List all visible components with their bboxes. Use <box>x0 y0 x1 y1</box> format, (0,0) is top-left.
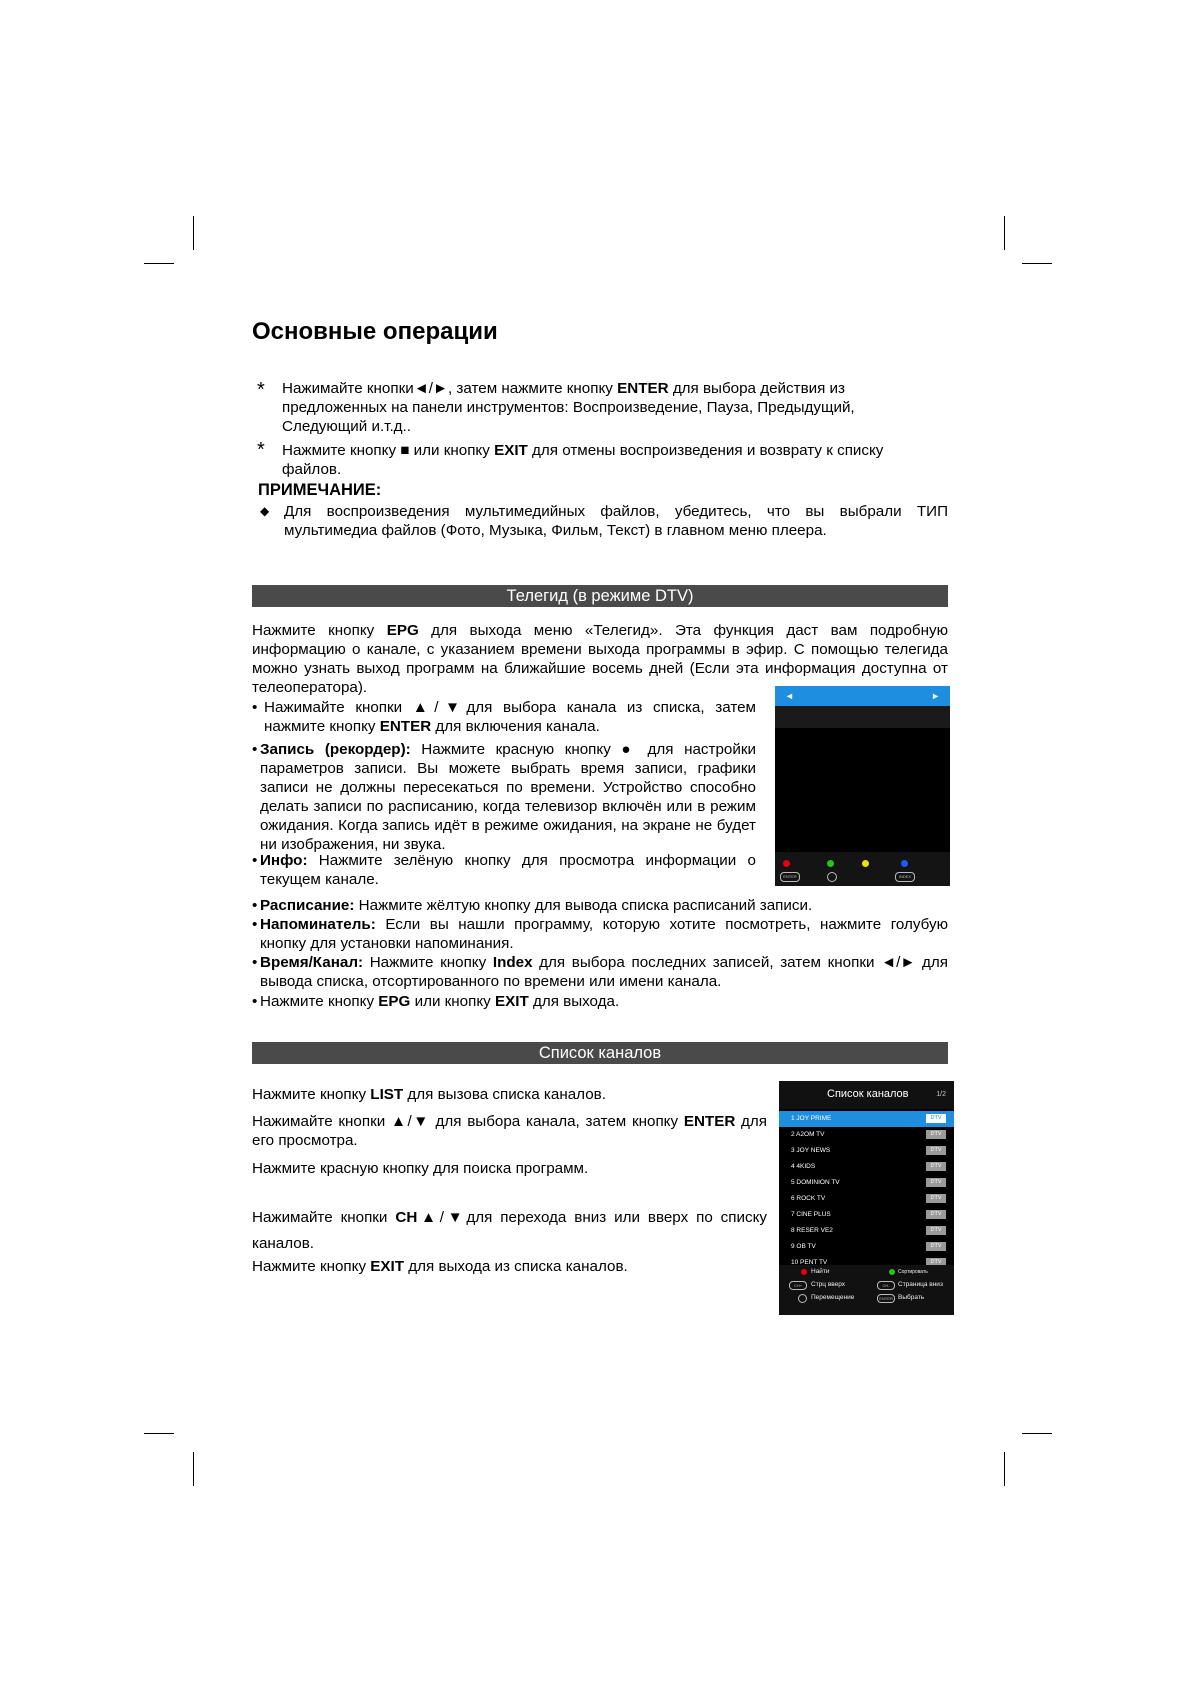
channel-text-3: Нажмите красную кнопку для поиска программ. <box>252 1160 589 1177</box>
channel-row[interactable]: 3 JOY NEWS DTV <box>779 1143 954 1159</box>
channel-list-screen <box>779 1081 954 1315</box>
channel-row[interactable]: 9 OB TV DTV <box>779 1239 954 1255</box>
paragraph: Нажимайте кнопки◄/►, затем нажмите кнопку ENTER для выбора действия из предложенных на панели инструментов: Воспроизведение, Пауза, Предыдущий, Следующий и.т.д.. <box>282 380 855 435</box>
select-label: Выбрать <box>898 1294 925 1301</box>
section-heading-epg: Телегид (в режиме DTV) <box>252 585 948 607</box>
enter-key-icon: ENTER <box>780 872 800 882</box>
right-arrow-icon[interactable]: ► <box>931 691 940 701</box>
epg-bullet-3: Инфо: Нажмите зелёную кнопку для просмотра информации о текущем канале. <box>260 852 756 888</box>
page-down-label: Страница вниз <box>898 1281 943 1288</box>
star-bullet: * <box>257 379 265 401</box>
channel-row[interactable]: 2 A2OM TV DTV <box>779 1127 954 1143</box>
note-heading: ПРИМЕЧАНИЕ: <box>258 481 382 499</box>
epg-bullet-4: Расписание: Нажмите жёлтую кнопку для вывода списка расписаний записи. <box>260 897 813 914</box>
channel-row[interactable]: 5 DOMINION TV DTV <box>779 1175 954 1191</box>
crop-mark <box>1022 263 1052 264</box>
red-button-icon <box>783 860 790 867</box>
channel-row[interactable]: 6 ROCK TV DTV <box>779 1191 954 1207</box>
bullet: • <box>252 699 258 716</box>
dtv-badge: DTV <box>926 1178 946 1187</box>
channel-row[interactable]: 1 JOY PRIME DTV <box>779 1111 954 1127</box>
channel-list-title: Список каналов <box>827 1088 909 1100</box>
ch-down-key-icon: CH- <box>877 1281 895 1290</box>
bullet: • <box>252 993 258 1010</box>
red-button-icon <box>801 1269 807 1275</box>
crop-mark <box>1004 1452 1005 1486</box>
crop-mark <box>193 216 194 250</box>
yellow-button-icon <box>862 860 869 867</box>
index-key-icon: INDEX <box>895 872 915 882</box>
dtv-badge: DTV <box>926 1258 946 1265</box>
dtv-badge: DTV <box>926 1114 946 1123</box>
find-label: Найти <box>811 1268 830 1275</box>
page-title: Основные операции <box>252 318 498 345</box>
dtv-badge: DTV <box>926 1130 946 1139</box>
sort-label: Сортировать <box>898 1269 928 1275</box>
epg-bullet-2: Запись (рекордер): Нажмите красную кнопку ● для настройки параметров записи. Вы можете выбрать время записи, графики записи не должны пересекаться по времени. Устройство способно делать записи по расписанию, когда телевизор включён или в режим ожидания. Когда запись идёт в режиме ожидания, на экране не будет ни изображения, ни звука. <box>260 741 756 853</box>
star-bullet: * <box>257 439 265 461</box>
channel-text-1: Нажмите кнопку LIST для вызова списка каналов. <box>252 1086 606 1103</box>
channel-row[interactable]: 8 RESER VE2 DTV <box>779 1223 954 1239</box>
dtv-badge: DTV <box>926 1242 946 1251</box>
bullet: • <box>252 954 258 971</box>
left-arrow-icon[interactable]: ◄ <box>785 691 794 701</box>
dtv-badge: DTV <box>926 1226 946 1235</box>
channel-text-2: Нажимайте кнопки ▲/▼ для выбора канала, затем кнопку ENTER для его просмотра. <box>252 1113 767 1149</box>
page-indicator: 1/2 <box>936 1091 946 1098</box>
channel-list-footer <box>779 1265 954 1315</box>
epg-footer <box>775 852 950 886</box>
dtv-badge: DTV <box>926 1194 946 1203</box>
dtv-badge: DTV <box>926 1146 946 1155</box>
note-text: Для воспроизведения мультимедийных файлов, убедитесь, что вы выбрали ТИП мультимедиа файлов (Фото, Музыка, Фильм, Текст) в главном меню плеера. <box>284 503 948 539</box>
channel-row[interactable]: 10 PENT TV DTV <box>779 1255 954 1265</box>
epg-bullet-7: Нажмите кнопку EPG или кнопку EXIT для выхода. <box>260 993 620 1010</box>
navigation-ring-icon <box>798 1294 807 1303</box>
bullet: • <box>252 852 258 869</box>
green-button-icon <box>889 1269 895 1275</box>
page-up-label: Стрц вверх <box>811 1281 846 1288</box>
epg-bullet-6: Время/Канал: Нажмите кнопку Index для выбора последних записей, затем кнопки ◄/► для вывода списка, отсортированного по времени или имени канала. <box>260 954 948 990</box>
epg-info-band <box>775 706 950 728</box>
channel-text-5: Нажмите кнопку EXIT для выхода из списка каналов. <box>252 1258 628 1275</box>
ch-up-key-icon: CH+ <box>789 1281 807 1290</box>
bullet: • <box>252 741 258 758</box>
dtv-badge: DTV <box>926 1210 946 1219</box>
section-heading-channel-list: Список каналов <box>252 1042 948 1064</box>
dtv-badge: DTV <box>926 1162 946 1171</box>
crop-mark <box>144 263 174 264</box>
epg-intro: Нажмите кнопку EPG для выхода меню «Телегид». Эта функция даст вам подробную информацию о канале, с указанием времени выхода программы в эфир. С помощью телегида можно узнать выход программ на ближайшие восемь дней (Если эта информация доступна от телеоператора). <box>252 622 948 696</box>
channel-row[interactable]: 4 4KIDS DTV <box>779 1159 954 1175</box>
bullet: • <box>252 897 258 914</box>
channel-text-4: Нажимайте кнопки CH▲/▼для перехода вниз или вверх по списку каналов. <box>252 1209 767 1252</box>
blue-button-icon <box>901 860 908 867</box>
bullet: • <box>252 916 258 933</box>
channel-row[interactable]: 7 CINE PLUS DTV <box>779 1207 954 1223</box>
enter-key-icon: ENTER <box>877 1294 895 1303</box>
epg-header-bar <box>775 686 950 706</box>
channel-list-header <box>779 1081 954 1109</box>
crop-mark <box>1004 216 1005 250</box>
crop-mark <box>1022 1433 1052 1434</box>
crop-mark <box>144 1433 174 1434</box>
crop-mark <box>193 1452 194 1486</box>
green-button-icon <box>827 860 834 867</box>
diamond-bullet: ◆ <box>260 504 270 518</box>
epg-bullet-1: Нажимайте кнопки ▲/▼для выбора канала из списка, затем нажмите кнопку ENTER для включения канала. <box>264 699 756 735</box>
navigation-ring-icon <box>827 872 837 882</box>
epg-screen <box>775 686 950 886</box>
move-label: Перемещение <box>811 1294 855 1301</box>
epg-bullet-5: Напоминатель: Если вы нашли программу, которую хотите посмотреть, нажмите голубую кнопку для установки напоминания. <box>260 916 948 952</box>
paragraph: Нажмите кнопку ■ или кнопку EXIT для отмены воспроизведения и возврату к списку файлов. <box>282 442 884 478</box>
